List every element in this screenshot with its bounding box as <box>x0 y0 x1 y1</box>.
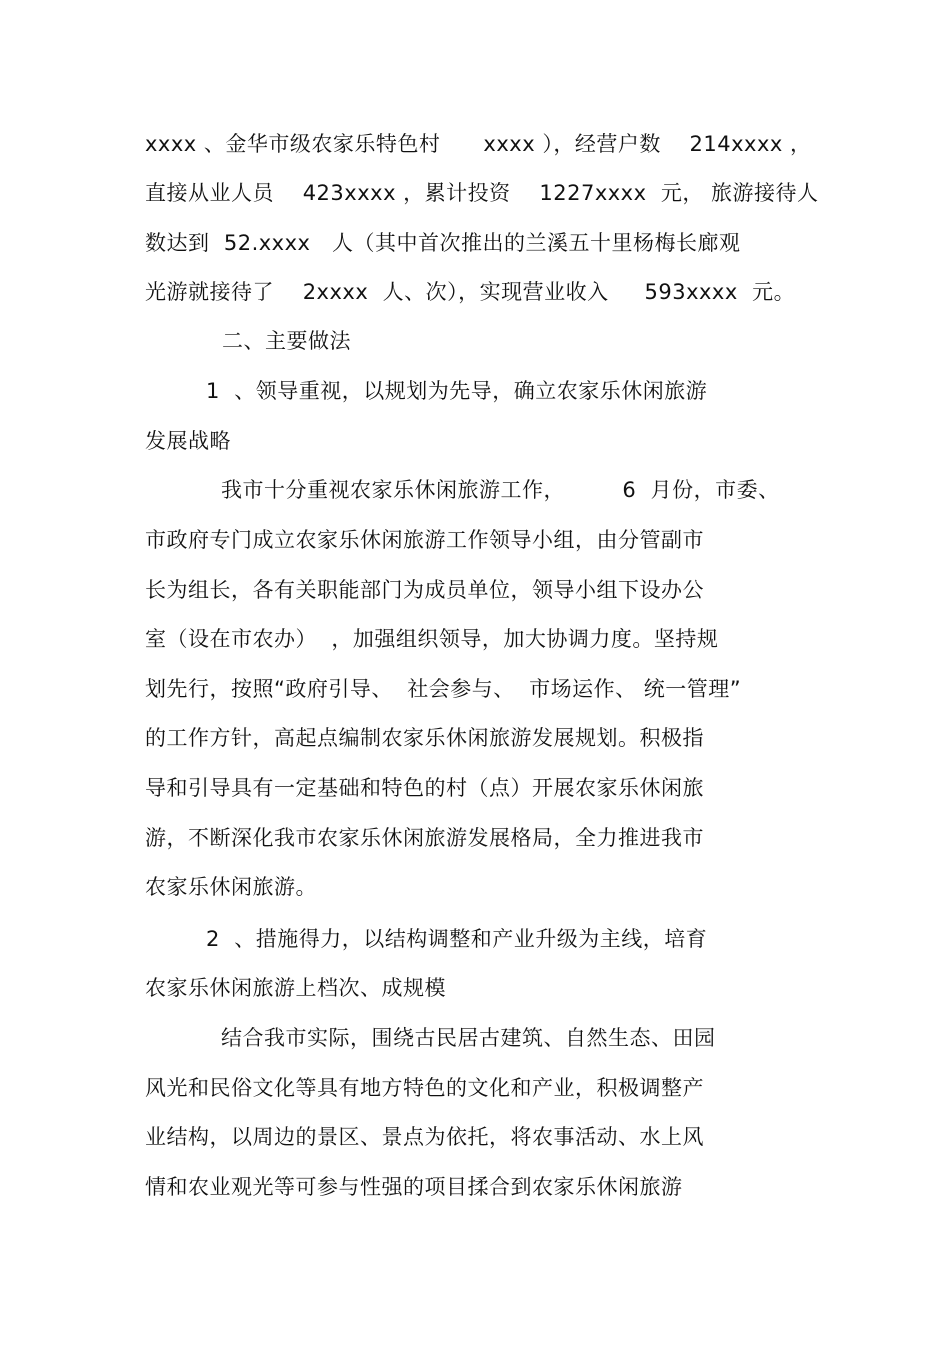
text-line: 室（设在市农办） ，加强组织领导，加大协调力度。坚持规 <box>145 627 719 651</box>
text-line: 市政府专门成立农家乐休闲旅游工作领导小组，由分管副市 <box>145 528 704 552</box>
subsection-heading: 2 、措施得力，以结构调整和产业升级为主线，培育 <box>206 927 708 951</box>
text-line: 数达到 52.xxxx 人（其中首次推出的兰溪五十里杨梅长廊观 <box>145 231 741 255</box>
subsection-heading: 1 、领导重视，以规划为先导，确立农家乐休闲旅游 <box>206 379 708 403</box>
text-line: 游，不断深化我市农家乐休闲旅游发展格局，全力推进我市 <box>145 826 704 850</box>
text-line: 农家乐休闲旅游。 <box>145 875 317 899</box>
text-line: xxxx 、金华市级农家乐特色村 xxxx ），经营户数 214xxxx ， <box>145 132 812 156</box>
text-line: 风光和民俗文化等具有地方特色的文化和产业，积极调整产 <box>145 1076 704 1100</box>
text-line: 光游就接待了 2xxxx 人、次），实现营业收入 593xxxx 元。 <box>145 280 796 304</box>
subsection-heading-continued: 农家乐休闲旅游上档次、成规模 <box>145 976 446 1000</box>
text-line: 情和农业观光等可参与性强的项目揉合到农家乐休闲旅游 <box>145 1175 683 1199</box>
subsection-heading-continued: 发展战略 <box>145 429 231 453</box>
text-line: 我市十分重视农家乐休闲旅游工作， 6 月份，市委、 <box>221 478 780 502</box>
text-line: 导和引导具有一定基础和特色的村（点）开展农家乐休闲旅 <box>145 776 704 800</box>
text-line: 长为组长，各有关职能部门为成员单位，领导小组下设办公 <box>145 578 704 602</box>
text-line: 直接从业人员 423xxxx ，累计投资 1227xxxx 元， 旅游接待人 <box>145 181 819 205</box>
text-line: 结合我市实际，围绕古民居古建筑、自然生态、田园 <box>221 1026 716 1050</box>
text-line: 划先行，按照“政府引导、 社会参与、 市场运作、 统一管理” <box>145 677 742 701</box>
section-heading: 二、主要做法 <box>222 329 351 353</box>
text-line: 的工作方针，高起点编制农家乐休闲旅游发展规划。积极指 <box>145 726 704 750</box>
text-line: 业结构，以周边的景区、景点为依托，将农事活动、水上风 <box>145 1125 704 1149</box>
